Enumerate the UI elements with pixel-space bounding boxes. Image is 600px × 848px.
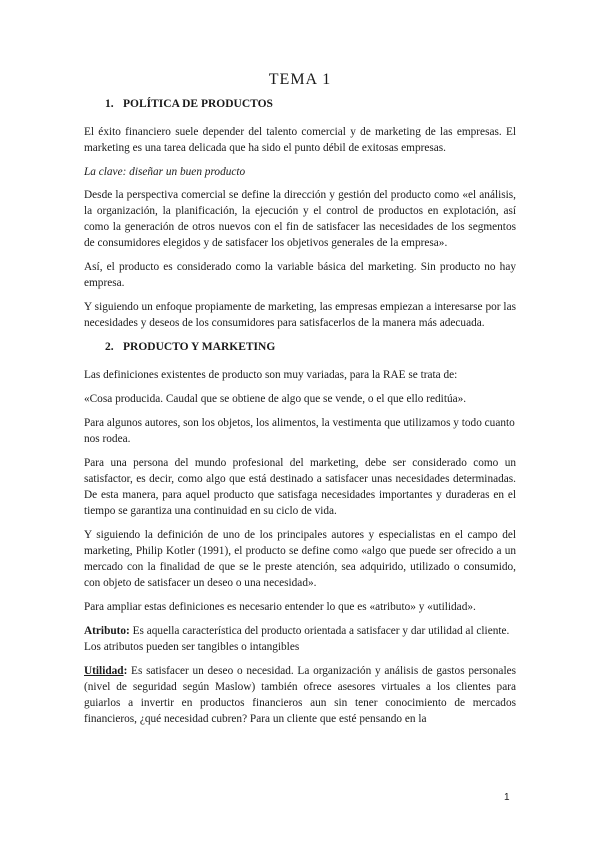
document-body — [84, 96, 516, 735]
paragraph: Así, el producto es considerado como la variable básica del marketing. Sin producto no hay empresa. — [84, 261, 516, 289]
paragraph: Las definiciones existentes de producto son muy variadas, para la RAE se trata de: — [84, 369, 458, 381]
paragraph: Para algunos autores, son los objetos, los alimentos, la vestimenta que utilizamos y todo cuanto nos rodea. — [84, 417, 515, 445]
section-heading-1 — [105, 96, 516, 112]
term-label: Utilidad — [84, 665, 124, 677]
term-colon: : — [123, 665, 128, 677]
paragraph: Y siguiendo la definición de uno de los principales autores y especialistas en el campo del marketing, Philip Kotler (1991), el producto se define como «algo que puede ser ofrecido a un mercado con la finalidad de que se le preste atención, sea adquirido, utilizado o consumido, con objeto de satisfacer un deseo o una necesidad». — [84, 529, 516, 589]
paragraph: Y siguiendo un enfoque propiamente de marketing, las empresas empiezan a interesarse por las necesidades y deseos de los consumidores para satisfacerlos de la manera más adecuada. — [84, 301, 516, 329]
section-number: 2. — [105, 341, 114, 353]
subheading: La clave: diseñar un buen producto — [84, 166, 246, 178]
section-title: PRODUCTO Y MARKETING — [123, 341, 276, 353]
definition-utilidad — [84, 663, 516, 727]
term-definition: Es aquella característica del producto orientada a satisfacer y dar utilidad al cliente. Los atributos pueden ser tangibles o intangibles — [84, 625, 510, 653]
paragraph: Para ampliar estas definiciones es necesario entender lo que es «atributo» y «utilidad». — [84, 601, 476, 613]
paragraph: Desde la perspectiva comercial se define la dirección y gestión del producto como «el análisis, la organización, la planificación, la ejecución y el control de productos en explotación, así como la generación de otros nuevos con el fin de satisfacer las necesidades de los segmentos de consumidores elegidos y de satisfacer los objetivos generales de la empresa». — [84, 189, 516, 249]
paragraph: Para una persona del mundo profesional del marketing, debe ser considerado como un satisfactor, es decir, como algo que está destinado a satisfacer unas necesidades determinadas. De esta manera, para aquel producto que satisfaga necesidades importantes y duraderas en el tiempo se garantiza una continuidad en su ciclo de vida. — [84, 457, 516, 517]
section-title: POLÍTICA DE PRODUCTOS — [123, 98, 273, 110]
page-number: 1 — [504, 792, 510, 803]
section-heading-2 — [105, 339, 516, 355]
quote: «Cosa producida. Caudal que se obtiene de algo que se vende, o el que ello reditúa». — [84, 393, 467, 405]
paragraph: El éxito financiero suele depender del talento comercial y de marketing de las empresas. El marketing es una tarea delicada que ha sido el punto débil de exitosas empresas. — [84, 126, 516, 154]
section-number: 1. — [105, 98, 114, 110]
definition-atributo — [84, 623, 516, 655]
page-title: TEMA 1 — [268, 71, 332, 88]
term-definition: Es satisfacer un deseo o necesidad. La organización y análisis de gastos personales (nivel de seguridad según Maslow) también ofrece asesores virtuales a los clientes para guiarlos a invertir en productos financieros aun sin tener conocimiento de mercados financieros, ¿qué necesidad cubren? Para un cliente que esté pensando en la — [84, 665, 516, 725]
term-label: Atributo: — [84, 625, 130, 637]
